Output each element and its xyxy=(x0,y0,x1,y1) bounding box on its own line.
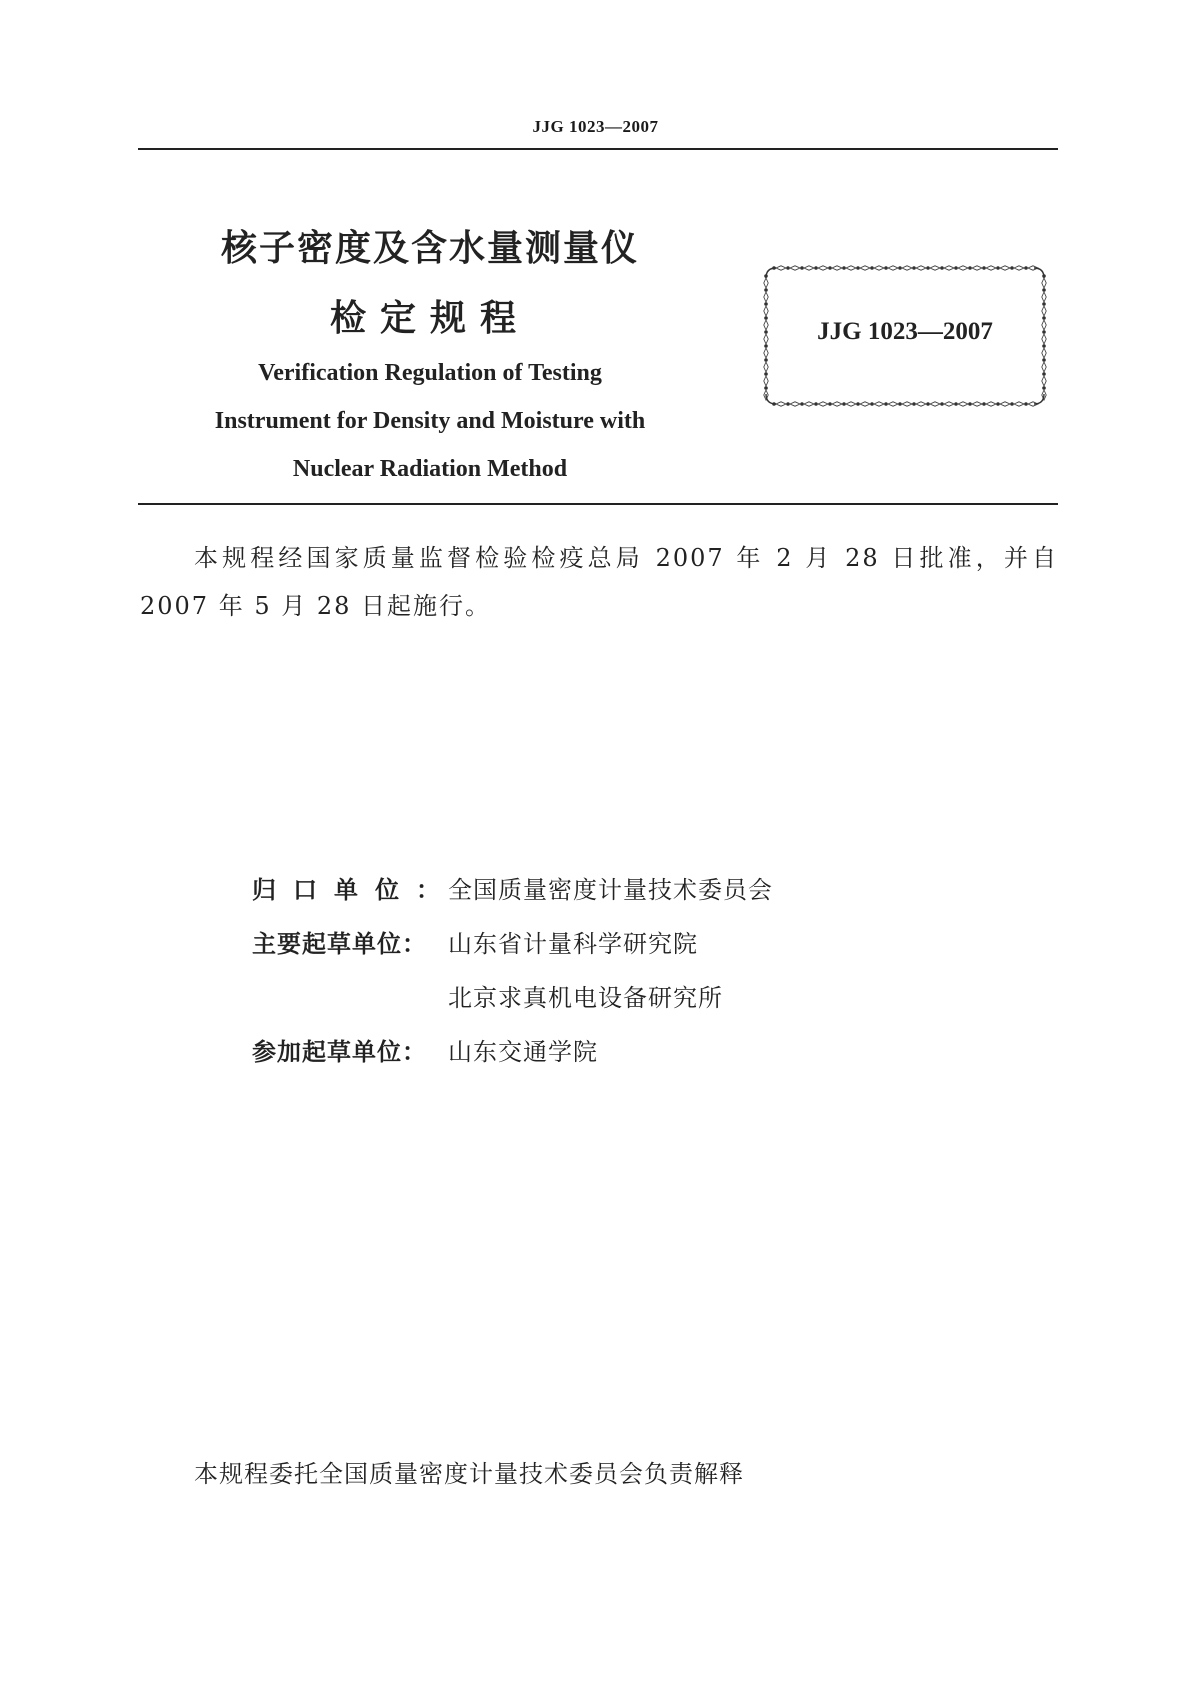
section-rule xyxy=(138,503,1058,505)
org-row-main-drafting-2 xyxy=(252,978,723,1013)
org-label-participating: 参加起草单位： xyxy=(252,1038,427,1066)
header-standard-code: JJG 1023—2007 xyxy=(532,117,659,136)
standard-code-box-text: JJG 1023—2007 xyxy=(817,318,993,345)
approval-statement: 本规程经国家质量监督检验检疫总局 2007 年 2 月 28 日批准，并自 2007 年 5 月 28 日起施行。 xyxy=(140,544,1058,620)
title-english-line2: Instrument for Density and Moisture with xyxy=(214,408,646,434)
org-label-main-drafting: 主要起草单位： xyxy=(252,930,427,958)
org-value-main-drafting-1: 山东省计量科学研究院 xyxy=(448,930,698,958)
title-english-line1: Verification Regulation of Testing xyxy=(258,360,602,386)
org-value-participating: 山东交通学院 xyxy=(448,1038,598,1066)
org-value-main-drafting-2: 北京求真机电设备研究所 xyxy=(448,984,723,1012)
title-chinese-line1: 核子密度及含水量测量仪 xyxy=(220,228,639,269)
org-row-participating xyxy=(252,1032,598,1067)
org-label-responsible: 归口单位： xyxy=(252,876,457,904)
standard-code-box xyxy=(760,262,1050,410)
org-row-responsible xyxy=(252,870,773,905)
interpretation-note: 本规程委托全国质量密度计量技术委员会负责解释 xyxy=(194,1460,744,1488)
title-chinese-line2: 检定规程 xyxy=(329,298,530,339)
org-row-main-drafting xyxy=(252,924,698,959)
title-english-line3: Nuclear Radiation Method xyxy=(292,456,568,482)
header-rule xyxy=(138,148,1058,150)
org-value-responsible: 全国质量密度计量技术委员会 xyxy=(448,876,773,904)
